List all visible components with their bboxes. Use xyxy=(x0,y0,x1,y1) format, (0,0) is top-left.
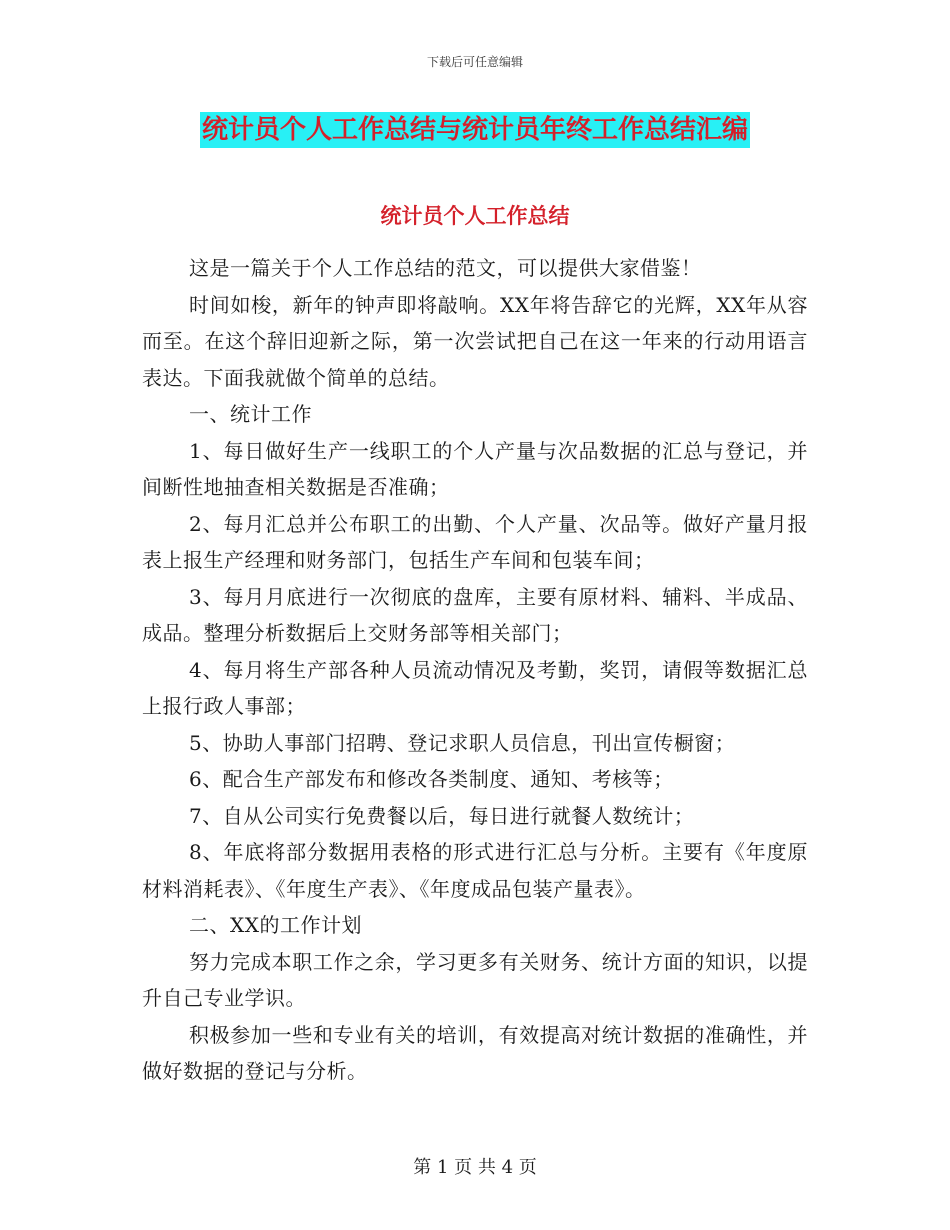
list-item-1: 1、每日做好生产一线职工的个人产量与次品数据的汇总与登记，并间断性地抽查相关数据是否准确； xyxy=(142,438,808,499)
page-header-note: 下载后可任意编辑 xyxy=(426,55,523,69)
paragraph-intro: 这是一篇关于个人工作总结的范文，可以提供大家借鉴！ xyxy=(189,256,702,280)
heading-statistics-work: 一、统计工作 xyxy=(189,402,312,426)
document-body xyxy=(142,250,808,1090)
document-title: 统计员个人工作总结与统计员年终工作总结汇编 xyxy=(200,112,750,148)
list-item-4: 4、每月将生产部各种人员流动情况及考勤，奖罚，请假等数据汇总上报行政人事部； xyxy=(142,657,808,718)
paragraph-plan-study: 努力完成本职工作之余，学习更多有关财务、统计方面的知识，以提升自己专业学识。 xyxy=(142,949,808,1010)
section-title: 统计员个人工作总结 xyxy=(380,204,570,228)
heading-work-plan: 二、XX的工作计划 xyxy=(189,913,362,937)
list-item-6: 6、配合生产部发布和修改各类制度、通知、考核等； xyxy=(189,767,674,791)
paragraph-opening: 时间如梭，新年的钟声即将敲响。XX年将告辞它的光辉，XX年从容而至。在这个辞旧迎新之际，第一次尝试把自己在这一年来的行动用语言表达。下面我就做个简单的总结。 xyxy=(142,292,808,390)
list-item-5: 5、协助人事部门招聘、登记求职人员信息，刊出宣传橱窗； xyxy=(189,730,736,755)
list-item-7: 7、自从公司实行免费餐以后，每日进行就餐人数统计； xyxy=(189,803,695,828)
list-item-3: 3、每月月底进行一次彻底的盘库，主要有原材料、辅料、半成品、成品。整理分析数据后上交财务部等相关部门； xyxy=(142,584,808,645)
list-item-8: 8、年底将部分数据用表格的形式进行汇总与分析。主要有《年度原材料消耗表》、《年度生产表》、《年度成品包装产量表》。 xyxy=(142,840,808,901)
page-number: 第 1 页 共 4 页 xyxy=(413,1157,537,1178)
document-title-container xyxy=(0,112,950,148)
paragraph-plan-training: 积极参加一些和专业有关的培训，有效提高对统计数据的准确性，并做好数据的登记与分析。 xyxy=(142,1022,808,1083)
list-item-2: 2、每月汇总并公布职工的出勤、个人产量、次品等。做好产量月报表上报生产经理和财务部门，包括生产车间和包装车间； xyxy=(142,511,808,572)
